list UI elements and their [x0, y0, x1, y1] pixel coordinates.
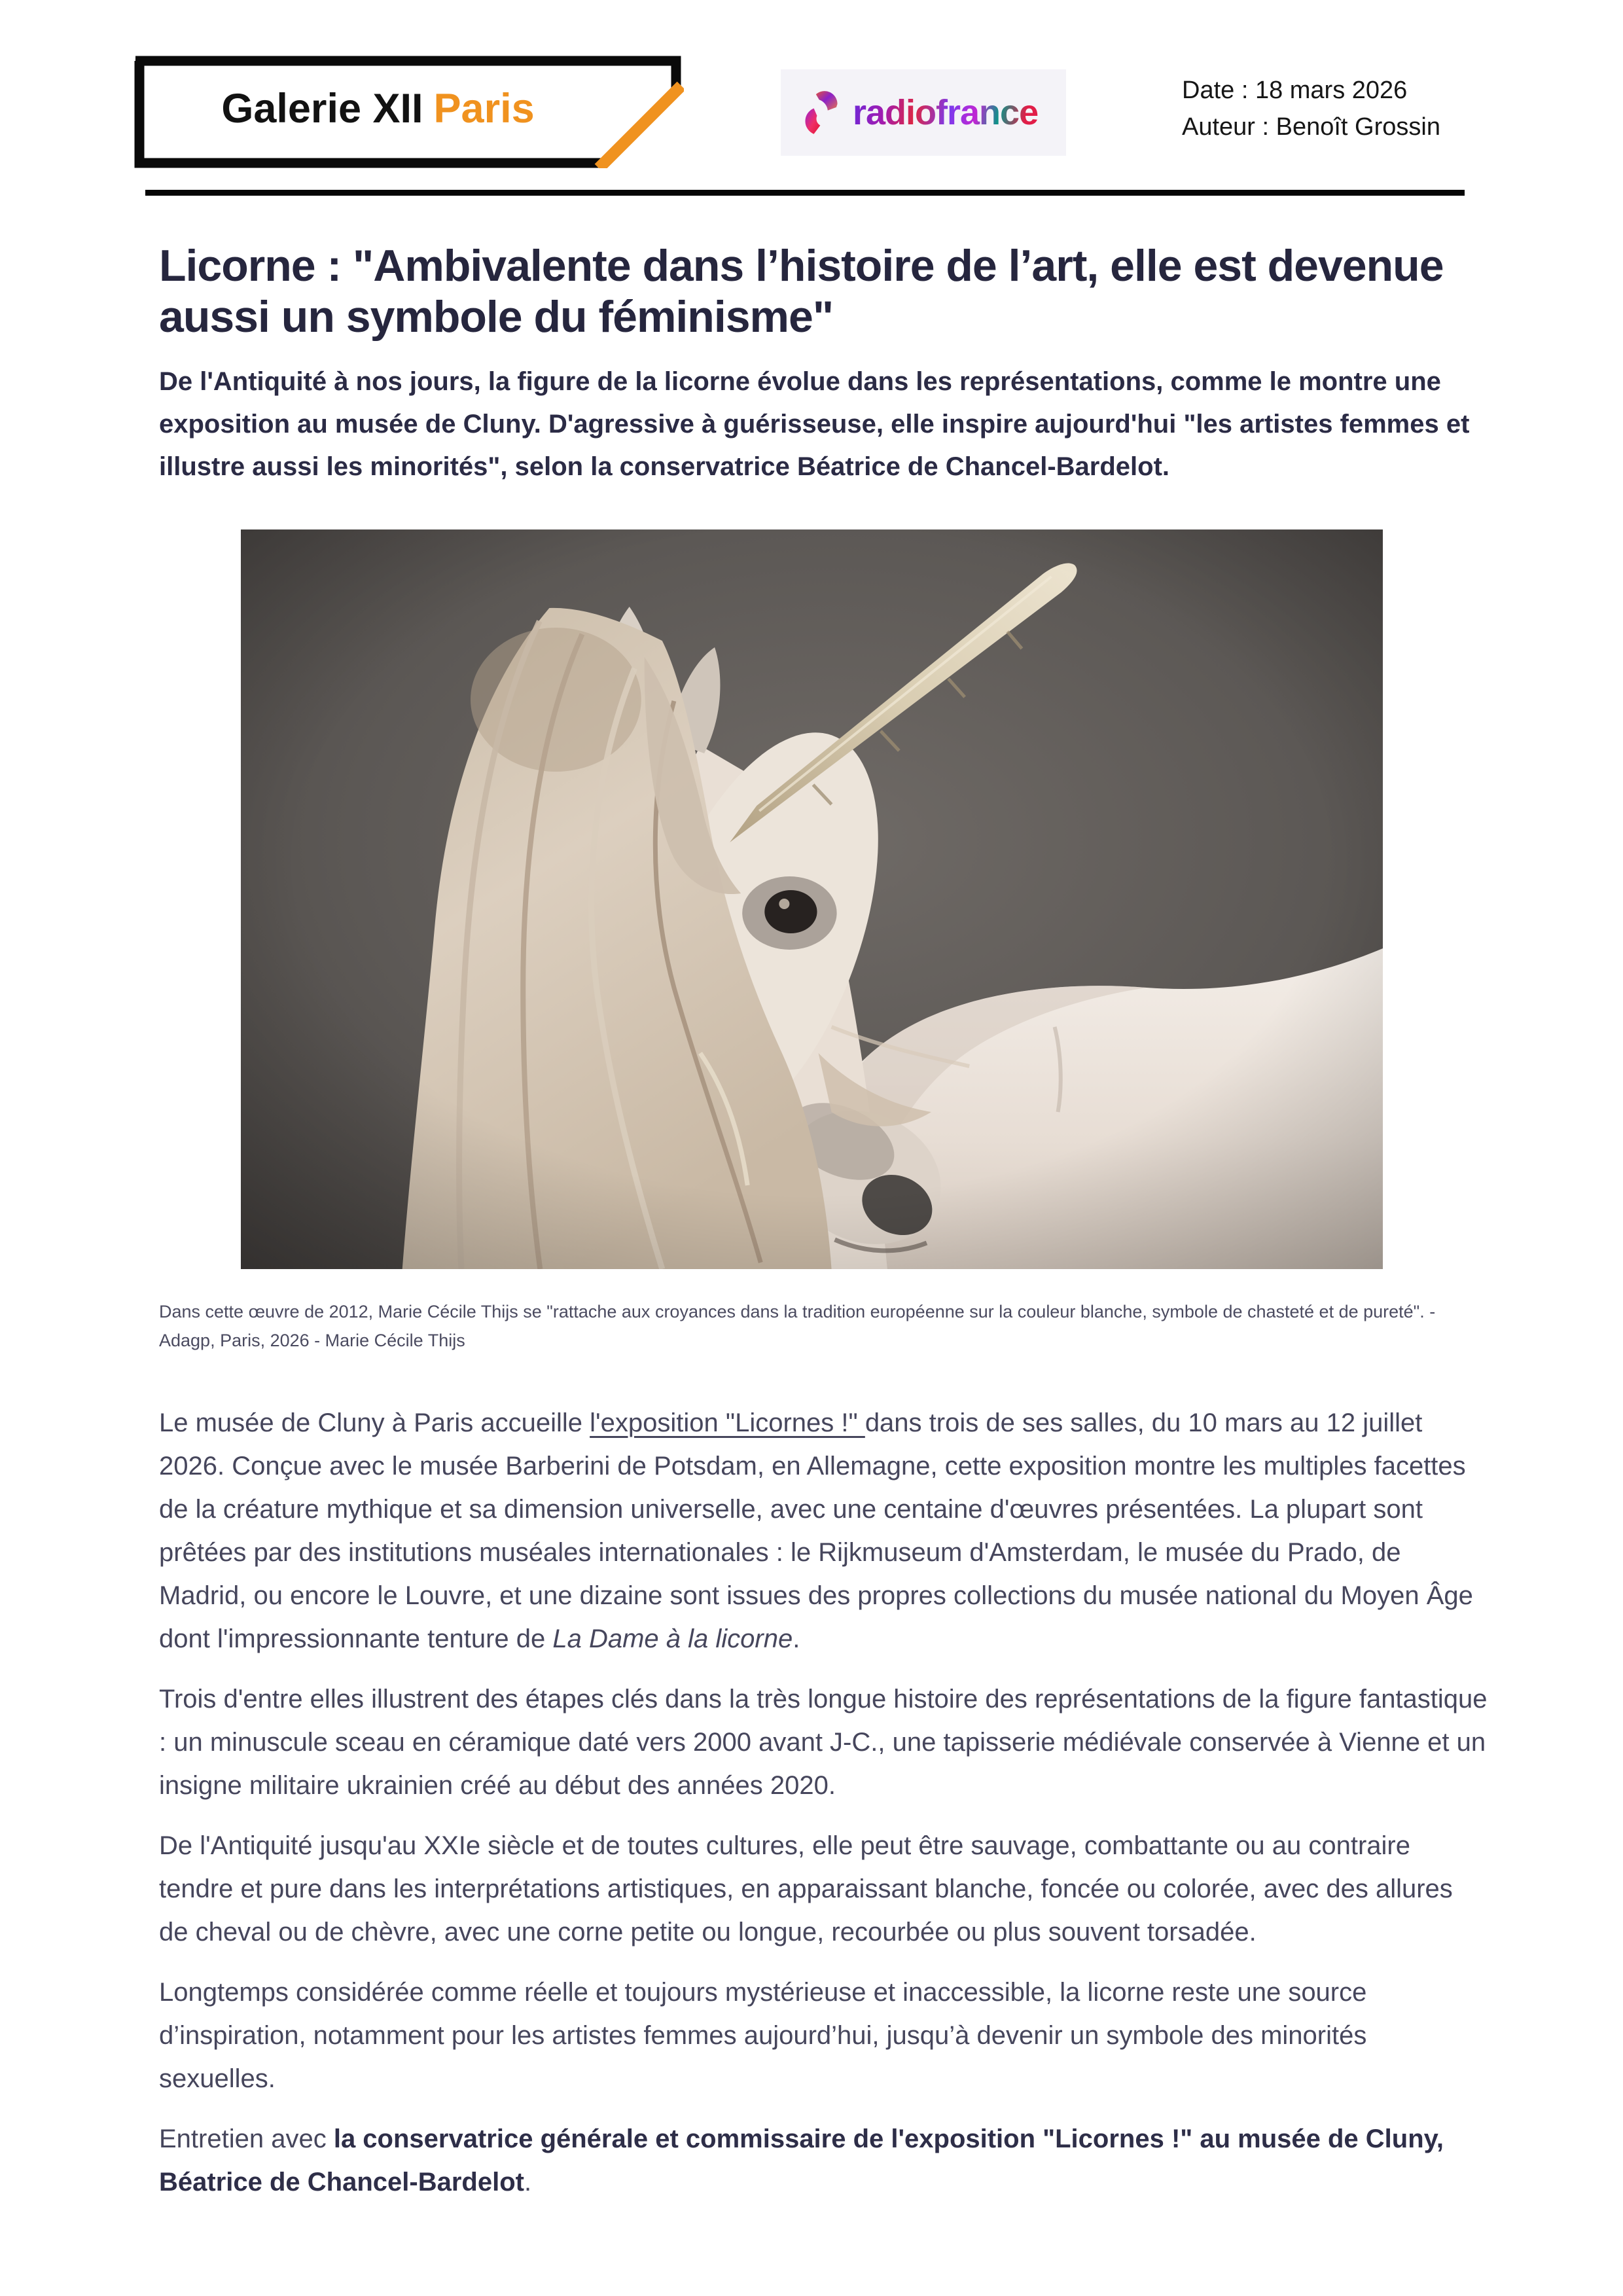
article-paragraph	[159, 1401, 1489, 1660]
article-paragraph	[159, 2117, 1489, 2204]
text-segment: Entretien avec	[159, 2124, 334, 2153]
article-lead: De l'Antiquité à nos jours, la figure de la licorne évolue dans les représentations, comme le montre une exposition au musée de Cluny. D'agressive à guérisseuse, elle inspire aujourd'hui "les artistes femmes et illustre aussi les minorités", selon la conservatrice Béatrice de Chancel-Bardelot.	[159, 367, 1470, 481]
exposition-link[interactable]: l'exposition "Licornes !"	[590, 1408, 865, 1437]
radiofrance-logo	[781, 69, 1066, 156]
radiofrance-mark-icon	[798, 84, 845, 141]
article-body	[159, 1401, 1489, 2204]
header-divider	[145, 190, 1465, 196]
text-segment: De l'Antiquité jusqu'au XXIe siècle et de toutes cultures, elle peut être sauvage, combattante ou au contraire tendre et pure dans les interprétations artistiques, en apparaissant blanche, foncée ou colorée, avec des allures de cheval ou de chèvre, avec une corne petite ou longue, recourbée ou plus souvent torsadée.	[159, 1831, 1453, 1946]
article	[159, 241, 1489, 2221]
text-segment: la conservatrice générale et commissaire de l'exposition "Licornes !" au musée de Cluny, Béatrice de Chancel-Bardelot	[159, 2124, 1444, 2197]
author-label: Auteur : Benoît Grossin	[1182, 113, 1440, 141]
image-caption: Dans cette œuvre de 2012, Marie Cécile Thijs se "rattache aux croyances dans la tradition européenne sur la couleur blanche, symbole de chasteté et de pureté". - Adagp, Paris, 2026 - Marie Cécile Thijs	[159, 1302, 1436, 1351]
gallery-name: Galerie XII	[221, 86, 423, 132]
text-segment: Longtemps considérée comme réelle et toujours mystérieuse et inaccessible, la licorne reste une source d’inspiration, notamment pour les artistes femmes aujourd’hui, jusqu’à devenir un symbole des minorités sexuelles.	[159, 1977, 1367, 2093]
article-paragraph	[159, 1971, 1489, 2100]
radiofrance-wordmark: radiofrance	[853, 93, 1039, 132]
text-segment: dans trois de ses salles, du 10 mars au 12 juillet 2026. Conçue avec le musée Barberini de Potsdam, en Allemagne, cette exposition montre les multiples facettes de la créature mythique et sa dimension universelle, avec une centaine d'œuvres présentées. La plupart sont prêtées par des institutions muséales internationales : le Rijkmuseum d'Amsterdam, le musée du Prado, de Madrid, ou encore le Louvre, et une dizaine sont issues des propres collections du musée national du Moyen Âge dont l'impressionnante tenture de	[159, 1408, 1473, 1653]
text-segment: Le musée de Cluny à Paris accueille	[159, 1408, 590, 1437]
text-segment: .	[793, 1624, 800, 1653]
article-paragraph	[159, 1824, 1489, 1954]
article-paragraph	[159, 1677, 1489, 1807]
article-meta	[1182, 72, 1440, 145]
text-segment: .	[524, 2167, 532, 2197]
gallery-logo-text	[170, 56, 586, 162]
article-figure	[241, 529, 1383, 1269]
text-segment: Trois d'entre elles illustrent des étapes clés dans la très longue histoire des représentations de la figure fantastique : un minuscule sceau en céramique daté vers 2000 avant J-C., une tapisserie médiévale conservée à Vienne et un insigne militaire ukrainien créé au début des années 2020.	[159, 1684, 1488, 1800]
article-title: Licorne : "Ambivalente dans l’histoire de l’art, elle est devenue aussi un symbole du féminisme"	[159, 241, 1444, 342]
galerie-xii-logo	[134, 56, 684, 168]
date-label: Date : 18 mars 2026	[1182, 77, 1408, 104]
unicorn-photo	[241, 529, 1383, 1269]
gallery-city: Paris	[433, 86, 535, 132]
text-segment: La Dame à la licorne	[552, 1624, 793, 1653]
